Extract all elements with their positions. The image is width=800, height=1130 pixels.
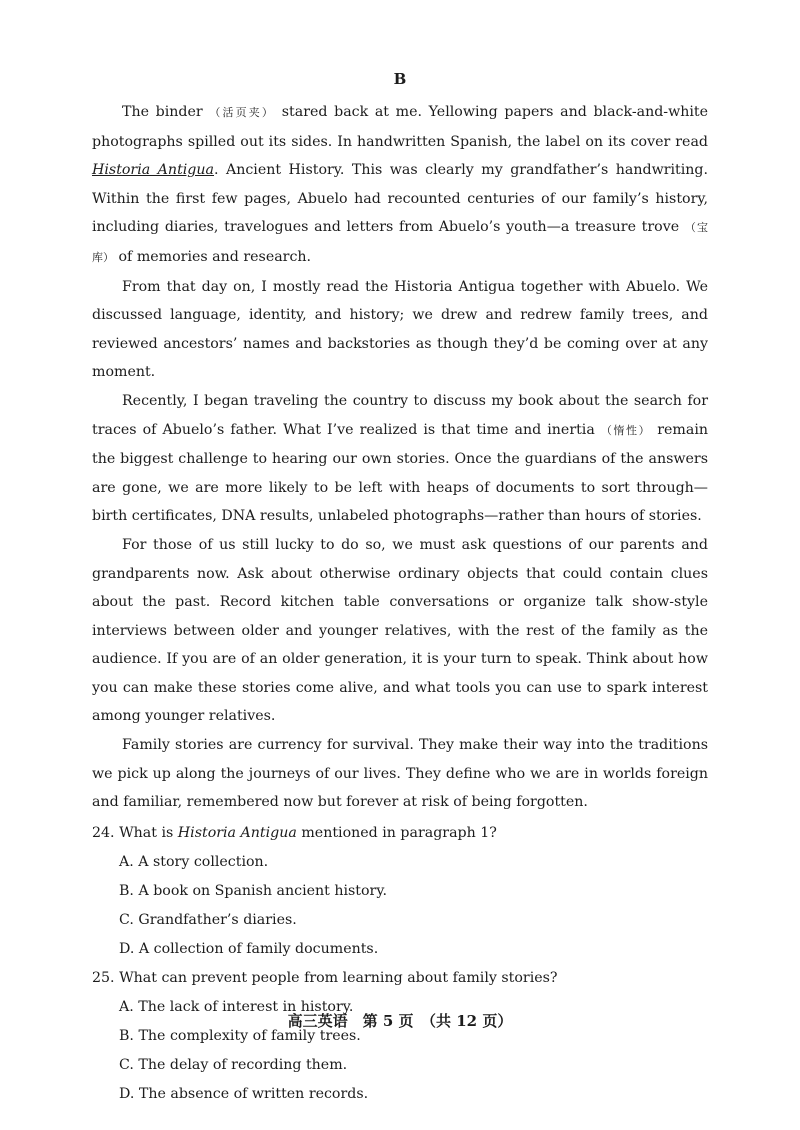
q25-option-c: C. The delay of recording them.: [119, 1056, 348, 1073]
paragraph-5: Family stories are currency for survival. They make their way into the traditions we pick up along the journeys of our lives. They define who we are in worlds foreign and familiar, remembered now but forever at risk of being forgotten.: [92, 737, 708, 811]
q25-option-a: A. The lack of interest in history.: [119, 998, 354, 1015]
p1-text-c: . Ancient History. This was clearly my grandfather’s handwriting. Within the first few pages, Abuelo had recounted centuries of our family’s history, including diaries, travelogues and letters from Abuelo’s youth—a treasure trove: [92, 162, 709, 236]
paragraph-1: [92, 98, 708, 273]
p1-note: （活页夹）: [209, 106, 276, 119]
section-title: B: [393, 70, 407, 88]
p3-text-a: Recently, I began traveling the country to discuss my book about the search for traces of Abuelo’s father. What I’ve realized is that time and inertia: [92, 392, 708, 438]
q24-option-b: B. A book on Spanish ancient history.: [119, 882, 387, 899]
question-25: 25. What can prevent people from learning about family stories?: [92, 969, 558, 986]
q24-stem-b: mentioned in paragraph 1?: [301, 824, 497, 841]
p1-note-2: （宝库）: [92, 221, 708, 264]
page-footer: 高三英语 第 5 页 （共 12 页）: [287, 1012, 513, 1030]
question-24: [92, 819, 708, 848]
q24-italic-title: Historia Antigua: [177, 824, 297, 841]
q24-stem-a: 24. What is: [92, 824, 174, 841]
historia-antigua-title: Historia Antigua: [92, 162, 214, 179]
paragraph-2: From that day on, I mostly read the Historia Antigua together with Abuelo. We discussed language, identity, and history; we drew and redrew family trees, and reviewed ancestors’ names and backstories as though they’d be coming over at any moment.: [92, 278, 708, 381]
q24-option-c: C. Grandfather’s diaries.: [119, 911, 297, 928]
p1-text-a: The binder: [122, 104, 203, 120]
paragraph-4: For those of us still lucky to do so, we must ask questions of our parents and grandparents now. Ask about otherwise ordinary objects that could contain clues about the past. Record kitchen table conversations or organize talk show-style interviews between older and younger relatives, with the rest of the family as the audience. If you are of an older generation, it is your turn to speak. Think about how you can make these stories come alive, and what tools you can use to spark interest among younger relatives.: [92, 536, 708, 725]
p1-text-b: stared back at me. Yellowing papers and black-and-white photographs spilled out its sides. In handwritten Spanish, the label on its cover read: [92, 104, 709, 150]
q25-option-b: B. The complexity of family trees.: [119, 1027, 361, 1044]
q25-option-d: D. The absence of written records.: [119, 1085, 369, 1102]
paragraph-3: [92, 387, 708, 531]
q24-option-a: A. A story collection.: [119, 853, 269, 870]
p3-note: （惰性）: [600, 423, 652, 437]
q24-option-d: D. A collection of family documents.: [119, 940, 379, 957]
questions: [92, 819, 708, 1109]
p3-text-b: remain the biggest challenge to hearing our own stories. Once the guardians of the answers are gone, we are more likely to be left with heaps of documents to sort through—birth certificates, DNA results, unlabeled photographs—rather than hours of stories.: [92, 421, 708, 525]
p1-text-d: of memories and research.: [118, 248, 312, 265]
